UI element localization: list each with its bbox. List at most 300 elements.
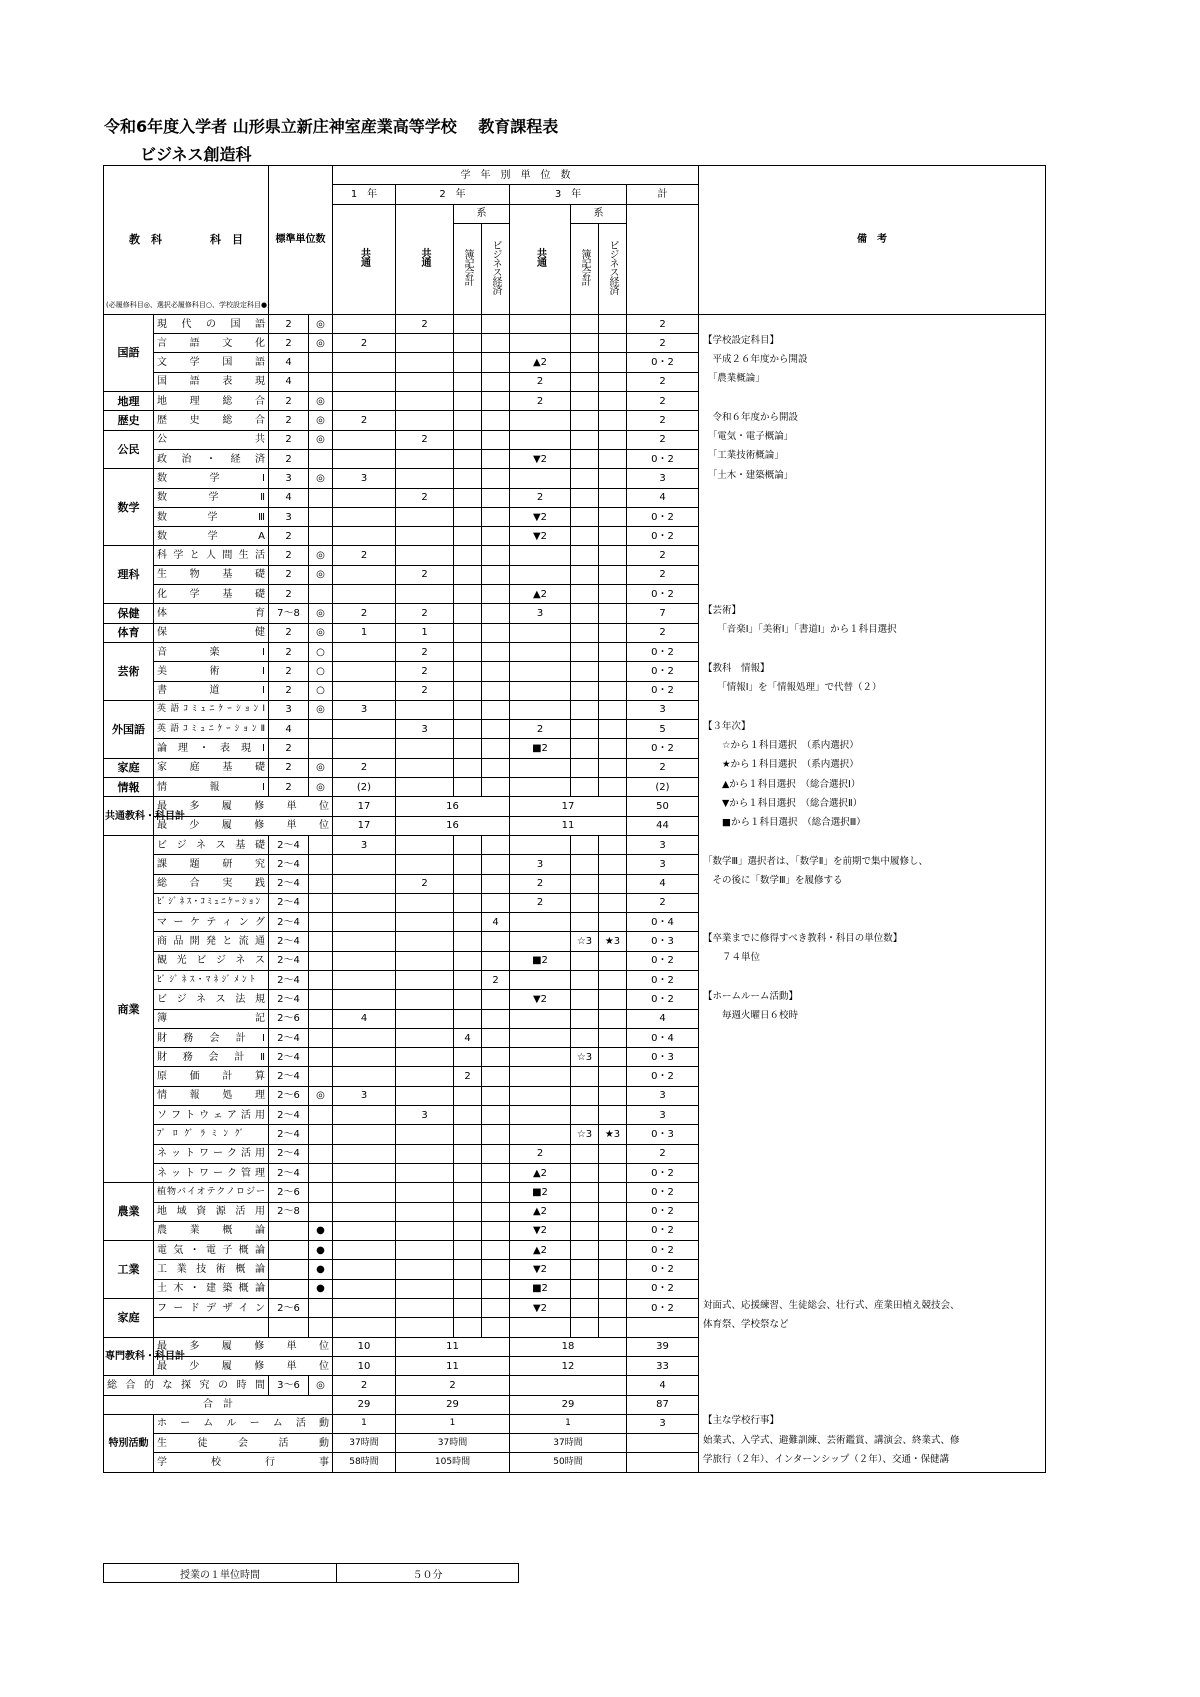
- cell-mark: ◎: [309, 392, 333, 411]
- table-row: [104, 835, 1046, 854]
- cell-y3: 2: [510, 874, 571, 893]
- cell-y1: [333, 1183, 396, 1202]
- total-y1: 10: [333, 1337, 396, 1356]
- note-line: 【学校設定科目】: [699, 334, 1046, 353]
- total-y1: 17: [333, 816, 396, 835]
- cell-tot: 0・2: [627, 1299, 699, 1318]
- cell-y2b: 2: [454, 1067, 482, 1086]
- cell-y2b: [454, 392, 482, 411]
- note-line: その後に「数学Ⅲ」を履修する: [699, 874, 1046, 893]
- cell-y3: [510, 700, 571, 719]
- cell-y3b: ☆3: [571, 932, 599, 951]
- cell-std: [269, 1318, 309, 1337]
- cell-y3c: [599, 1009, 627, 1028]
- cell-y2b: [454, 970, 482, 989]
- cell-tot: 0・3: [627, 1048, 699, 1067]
- cell-y3b: [571, 951, 599, 970]
- cell-y2b: [454, 1009, 482, 1028]
- cell-y3: [510, 1318, 571, 1337]
- cell-y2c: [482, 411, 510, 430]
- cell-y1: [333, 1125, 396, 1144]
- cell-y2b: [454, 1241, 482, 1260]
- cell-y3c: [599, 778, 627, 797]
- cell-y2b: [454, 372, 482, 391]
- cell-y3: 3: [510, 604, 571, 623]
- cell-y3c: [599, 913, 627, 932]
- cell-y3c: [599, 1144, 627, 1163]
- cell-y3b: [571, 527, 599, 546]
- cell-mark: ○: [309, 681, 333, 700]
- total-sum: 44: [627, 816, 699, 835]
- cell-y2c: [482, 585, 510, 604]
- cell-y2c: [482, 1125, 510, 1144]
- table-row: [104, 314, 1046, 333]
- total-y2: 16: [396, 797, 510, 816]
- cell-std: 2～8: [269, 1202, 309, 1221]
- cell-y3c: [599, 642, 627, 661]
- subject-name: 文学国語: [154, 353, 269, 372]
- cell-y2c: [482, 1067, 510, 1086]
- cell-y3: [510, 758, 571, 777]
- subject-name: ネットワーク活用: [154, 1144, 269, 1163]
- note-line: [699, 1125, 1046, 1144]
- cell-y2: [396, 951, 454, 970]
- cell-y2b: [454, 1163, 482, 1182]
- note-line: 【芸術】: [699, 604, 1046, 623]
- subject-category: 理科: [104, 546, 154, 604]
- cell-y3: 2: [510, 1144, 571, 1163]
- cell-std: 2～4: [269, 1144, 309, 1163]
- cell-mark: ◎: [309, 604, 333, 623]
- cell-y2c: [482, 1260, 510, 1279]
- inquiry-y3: [510, 1376, 627, 1395]
- note-line: [699, 642, 1046, 661]
- cell-y1: [333, 893, 396, 912]
- header-kyotsu-2: 共通: [396, 204, 454, 314]
- cell-y2c: [482, 932, 510, 951]
- cell-tot: 0・2: [627, 1260, 699, 1279]
- cell-y3c: [599, 1318, 627, 1337]
- table-row: [104, 527, 1046, 546]
- cell-y3: ■2: [510, 1279, 571, 1298]
- cell-y2c: [482, 353, 510, 372]
- cell-y2c: [482, 681, 510, 700]
- cell-tot: 0・2: [627, 1241, 699, 1260]
- cell-y2b: [454, 720, 482, 739]
- table-row: [104, 372, 1046, 391]
- cell-y1: [333, 681, 396, 700]
- cell-y3: ▲2: [510, 1163, 571, 1182]
- note-line: [699, 1356, 1046, 1375]
- cell-y3b: [571, 507, 599, 526]
- cell-y2: [396, 1279, 454, 1298]
- cell-y2b: [454, 1086, 482, 1105]
- cell-y3b: [571, 585, 599, 604]
- cell-y2: 1: [396, 623, 454, 642]
- subject-name: 美術Ⅰ: [154, 662, 269, 681]
- cell-mark: [309, 970, 333, 989]
- cell-std: 4: [269, 353, 309, 372]
- cell-mark: ◎: [309, 623, 333, 642]
- cell-mark: [309, 1318, 333, 1337]
- subject-name: 財務会計Ⅰ: [154, 1028, 269, 1047]
- subject-name: 書道Ⅰ: [154, 681, 269, 700]
- subject-name: 保健: [154, 623, 269, 642]
- cell-tot: 2: [627, 334, 699, 353]
- cell-y1: 2: [333, 546, 396, 565]
- subject-name: ﾋﾞｼﾞﾈｽ･ﾏﾈｼﾞﾒﾝﾄ: [154, 970, 269, 989]
- cell-y3: [510, 642, 571, 661]
- cell-tot: 2: [627, 758, 699, 777]
- cell-y1: [333, 1202, 396, 1221]
- cell-y1: 2: [333, 411, 396, 430]
- cell-mark: [309, 990, 333, 1009]
- table-row: [104, 642, 1046, 661]
- cell-tot: 2: [627, 411, 699, 430]
- note-line: [699, 585, 1046, 604]
- cell-mark: ◎: [309, 1086, 333, 1105]
- note-line: [699, 392, 1046, 411]
- inquiry-y2: 2: [396, 1376, 510, 1395]
- cell-y3c: [599, 1260, 627, 1279]
- cell-y2c: [482, 739, 510, 758]
- cell-y3c: [599, 392, 627, 411]
- cell-tot: 0・2: [627, 1183, 699, 1202]
- cell-y3c: [599, 353, 627, 372]
- subject-category: 国語: [104, 314, 154, 391]
- cell-y2c: [482, 1202, 510, 1221]
- total-y2: 16: [396, 816, 510, 835]
- cell-y3c: [599, 720, 627, 739]
- cell-y2b: [454, 527, 482, 546]
- total-row: [104, 1337, 1046, 1356]
- cell-std: 2: [269, 778, 309, 797]
- cell-y3b: [571, 893, 599, 912]
- subject-name: 政治・経済: [154, 449, 269, 468]
- cell-y3: 2: [510, 720, 571, 739]
- cell-y3b: [571, 1144, 599, 1163]
- subject-name: 数学Ⅱ: [154, 488, 269, 507]
- cell-mark: [309, 893, 333, 912]
- cell-y2b: [454, 1299, 482, 1318]
- cell-y3b: [571, 720, 599, 739]
- cell-mark: [309, 527, 333, 546]
- cell-y1: 3: [333, 469, 396, 488]
- table-row: [104, 951, 1046, 970]
- cell-y3c: [599, 1279, 627, 1298]
- grand-total-sum: 87: [627, 1395, 699, 1414]
- cell-y1: [333, 913, 396, 932]
- cell-y3b: [571, 1183, 599, 1202]
- cell-y1: [333, 1067, 396, 1086]
- cell-y2: [396, 1009, 454, 1028]
- cell-y1: (2): [333, 778, 396, 797]
- cell-y1: [333, 565, 396, 584]
- subject-category: 数学: [104, 469, 154, 546]
- cell-y2b: [454, 835, 482, 854]
- table-row: [104, 913, 1046, 932]
- total-row: [104, 1356, 1046, 1375]
- subject-category: 外国語: [104, 700, 154, 758]
- cell-std: 2: [269, 449, 309, 468]
- cell-y3: ▲2: [510, 1241, 571, 1260]
- cell-y2: [396, 1241, 454, 1260]
- cell-tot: 2: [627, 565, 699, 584]
- cell-std: [269, 1260, 309, 1279]
- cell-y2: 2: [396, 488, 454, 507]
- cell-y3c: [599, 623, 627, 642]
- subject-name: 英語ｺﾐｭﾆｹｰｼｮﾝⅡ: [154, 720, 269, 739]
- cell-y1: 3: [333, 700, 396, 719]
- cell-y2c: [482, 1086, 510, 1105]
- cell-y2b: [454, 469, 482, 488]
- cell-mark: ◎: [309, 565, 333, 584]
- cell-y1: [333, 1299, 396, 1318]
- cell-y2: [396, 1028, 454, 1047]
- note-line: ☆から１科目選択 （系内選択）: [699, 739, 1046, 758]
- cell-y3c: [599, 1163, 627, 1182]
- table-row: [104, 932, 1046, 951]
- cell-y3b: [571, 778, 599, 797]
- cell-tot: 3: [627, 700, 699, 719]
- cell-std: 4: [269, 488, 309, 507]
- total-row: [104, 797, 1046, 816]
- total-kind: 最多履修単位: [154, 1337, 333, 1356]
- cell-std: 2: [269, 681, 309, 700]
- activity-row: [104, 1414, 1046, 1433]
- cell-y2c: [482, 778, 510, 797]
- header-biko: 備 考: [699, 166, 1046, 315]
- activity-y3: 50時間: [510, 1453, 627, 1472]
- note-line: 体育祭、学校祭など: [699, 1318, 1046, 1337]
- activity-row: [104, 1434, 1046, 1453]
- cell-y1: [333, 527, 396, 546]
- table-row: [104, 449, 1046, 468]
- cell-std: 2: [269, 546, 309, 565]
- cell-tot: 3: [627, 1106, 699, 1125]
- note-line: [699, 1279, 1046, 1298]
- cell-mark: [309, 585, 333, 604]
- subject-name: ﾌﾟﾛｸﾞﾗﾐﾝｸﾞ: [154, 1125, 269, 1144]
- cell-y2: [396, 411, 454, 430]
- table-row: [104, 1125, 1046, 1144]
- cell-mark: ◎: [309, 469, 333, 488]
- cell-y2: [396, 893, 454, 912]
- cell-y3: ▲2: [510, 1202, 571, 1221]
- cell-y2c: [482, 430, 510, 449]
- cell-mark: [309, 507, 333, 526]
- cell-y3c: [599, 469, 627, 488]
- cell-y3b: [571, 1086, 599, 1105]
- subject-name: 歴史総合: [154, 411, 269, 430]
- cell-tot: 0・2: [627, 662, 699, 681]
- cell-mark: [309, 1009, 333, 1028]
- header-kyoka: 教 科: [129, 233, 162, 247]
- cell-y2b: [454, 1260, 482, 1279]
- subject-category: 体育: [104, 623, 154, 642]
- cell-mark: ◎: [309, 334, 333, 353]
- header-kei-2: 系: [454, 204, 510, 223]
- table-row: [104, 507, 1046, 526]
- cell-y3b: [571, 392, 599, 411]
- cell-std: 2～4: [269, 932, 309, 951]
- cell-tot: 2: [627, 623, 699, 642]
- cell-y3: [510, 662, 571, 681]
- table-row: [104, 565, 1046, 584]
- activity-name: ホームルーム活動: [154, 1414, 333, 1433]
- cell-y3: 2: [510, 392, 571, 411]
- cell-y3: ▼2: [510, 1299, 571, 1318]
- total-kind: 最少履修単位: [154, 816, 333, 835]
- cell-y3b: ☆3: [571, 1048, 599, 1067]
- note-line: [699, 893, 1046, 912]
- note-line: [699, 546, 1046, 565]
- note-line: ■から１科目選択 （総合選択Ⅲ）: [699, 816, 1046, 835]
- subject-name: フードデザイン: [154, 1299, 269, 1318]
- cell-mark: [309, 1144, 333, 1163]
- subject-name: 現代の国語: [154, 314, 269, 333]
- cell-mark: ◎: [309, 411, 333, 430]
- cell-y2c: [482, 507, 510, 526]
- cell-y3: 2: [510, 488, 571, 507]
- activity-row: [104, 1453, 1046, 1472]
- cell-tot: 0・2: [627, 951, 699, 970]
- cell-y2c: [482, 1106, 510, 1125]
- cell-y3: 2: [510, 893, 571, 912]
- cell-y2c: [482, 334, 510, 353]
- cell-y3: ▼2: [510, 990, 571, 1009]
- header-boki-3: 簿記会計: [571, 223, 599, 314]
- cell-y3c: [599, 565, 627, 584]
- cell-std: 2～4: [269, 893, 309, 912]
- curriculum-table: [103, 165, 1046, 1473]
- cell-y1: [333, 951, 396, 970]
- cell-mark: [309, 449, 333, 468]
- cell-y3b: [571, 835, 599, 854]
- subject-name: 観光ビジネス: [154, 951, 269, 970]
- cell-y3: [510, 778, 571, 797]
- subject-name: ビジネス基礎: [154, 835, 269, 854]
- subject-name: マーケティング: [154, 913, 269, 932]
- subject-name: 課題研究: [154, 855, 269, 874]
- cell-y2b: [454, 700, 482, 719]
- cell-y3b: [571, 1299, 599, 1318]
- cell-y1: [333, 353, 396, 372]
- table-row: [104, 893, 1046, 912]
- cell-y2c: [482, 758, 510, 777]
- activity-total: [627, 1434, 699, 1453]
- cell-y3b: [571, 469, 599, 488]
- header-total: 計: [627, 185, 699, 204]
- note-line: 「音楽Ⅰ」「美術Ⅰ」「書道Ⅰ」から１科目選択: [699, 623, 1046, 642]
- table-row: [104, 778, 1046, 797]
- cell-y2: [396, 546, 454, 565]
- subject-category: 保健: [104, 604, 154, 623]
- cell-y1: [333, 662, 396, 681]
- total-kind: 最少履修単位: [154, 1356, 333, 1375]
- cell-mark: ◎: [309, 700, 333, 719]
- cell-mark: [309, 855, 333, 874]
- cell-y3c: [599, 1028, 627, 1047]
- cell-tot: 0・2: [627, 1279, 699, 1298]
- cell-std: 2～4: [269, 951, 309, 970]
- cell-y3b: [571, 662, 599, 681]
- cell-tot: 0・2: [627, 681, 699, 700]
- activity-total: 3: [627, 1414, 699, 1433]
- cell-tot: 0・4: [627, 1028, 699, 1047]
- subject-name: 数学Ⅲ: [154, 507, 269, 526]
- cell-y1: [333, 932, 396, 951]
- cell-y3c: [599, 430, 627, 449]
- cell-std: 2: [269, 411, 309, 430]
- table-row: [104, 1106, 1046, 1125]
- cell-y1: [333, 1241, 396, 1260]
- cell-tot: 4: [627, 1009, 699, 1028]
- cell-y3: [510, 681, 571, 700]
- cell-tot: 0・2: [627, 990, 699, 1009]
- cell-tot: 0・2: [627, 642, 699, 661]
- cell-y3b: [571, 913, 599, 932]
- cell-y1: [333, 642, 396, 661]
- cell-y1: [333, 1279, 396, 1298]
- cell-y2: 2: [396, 681, 454, 700]
- cell-tot: 2: [627, 1144, 699, 1163]
- cell-y3c: [599, 739, 627, 758]
- total-row: [104, 816, 1046, 835]
- cell-y2c: [482, 720, 510, 739]
- subject-category: 公民: [104, 430, 154, 469]
- cell-y3: [510, 1048, 571, 1067]
- cell-y1: [333, 990, 396, 1009]
- cell-y3c: [599, 488, 627, 507]
- cell-y2b: [454, 1183, 482, 1202]
- cell-y2: [396, 1221, 454, 1240]
- table-row: [104, 488, 1046, 507]
- cell-y3b: [571, 353, 599, 372]
- cell-std: 2～4: [269, 1028, 309, 1047]
- header-year3: 3 年: [510, 185, 627, 204]
- header-grade-units: 学 年 別 単 位 数: [333, 166, 699, 185]
- cell-tot: 0・2: [627, 1221, 699, 1240]
- header-total-blank: [627, 204, 699, 314]
- note-line: [699, 1260, 1046, 1279]
- subject-category: 農業: [104, 1183, 154, 1241]
- table-row: [104, 1086, 1046, 1105]
- cell-y2: [396, 449, 454, 468]
- note-line: 「数学Ⅲ」選択者は、「数学Ⅱ」を前期で集中履修し、: [699, 855, 1046, 874]
- table-row: [104, 758, 1046, 777]
- cell-y3: ▼2: [510, 1221, 571, 1240]
- cell-y3: ▲2: [510, 353, 571, 372]
- cell-tot: 2: [627, 893, 699, 912]
- cell-y3c: [599, 855, 627, 874]
- cell-y2: [396, 835, 454, 854]
- subject-name: 農業概論: [154, 1221, 269, 1240]
- cell-y3c: [599, 700, 627, 719]
- activity-y2: 105時間: [396, 1453, 510, 1472]
- subject-category: 情報: [104, 778, 154, 797]
- cell-y2b: [454, 913, 482, 932]
- note-line: 「土木・建築概論」: [699, 469, 1046, 488]
- cell-std: 2～6: [269, 1183, 309, 1202]
- cell-y2c: [482, 372, 510, 391]
- cell-y3b: [571, 1067, 599, 1086]
- cell-mark: ●: [309, 1260, 333, 1279]
- table-row: [104, 1028, 1046, 1047]
- cell-y2c: [482, 1241, 510, 1260]
- cell-y2c: 2: [482, 970, 510, 989]
- cell-y3b: [571, 449, 599, 468]
